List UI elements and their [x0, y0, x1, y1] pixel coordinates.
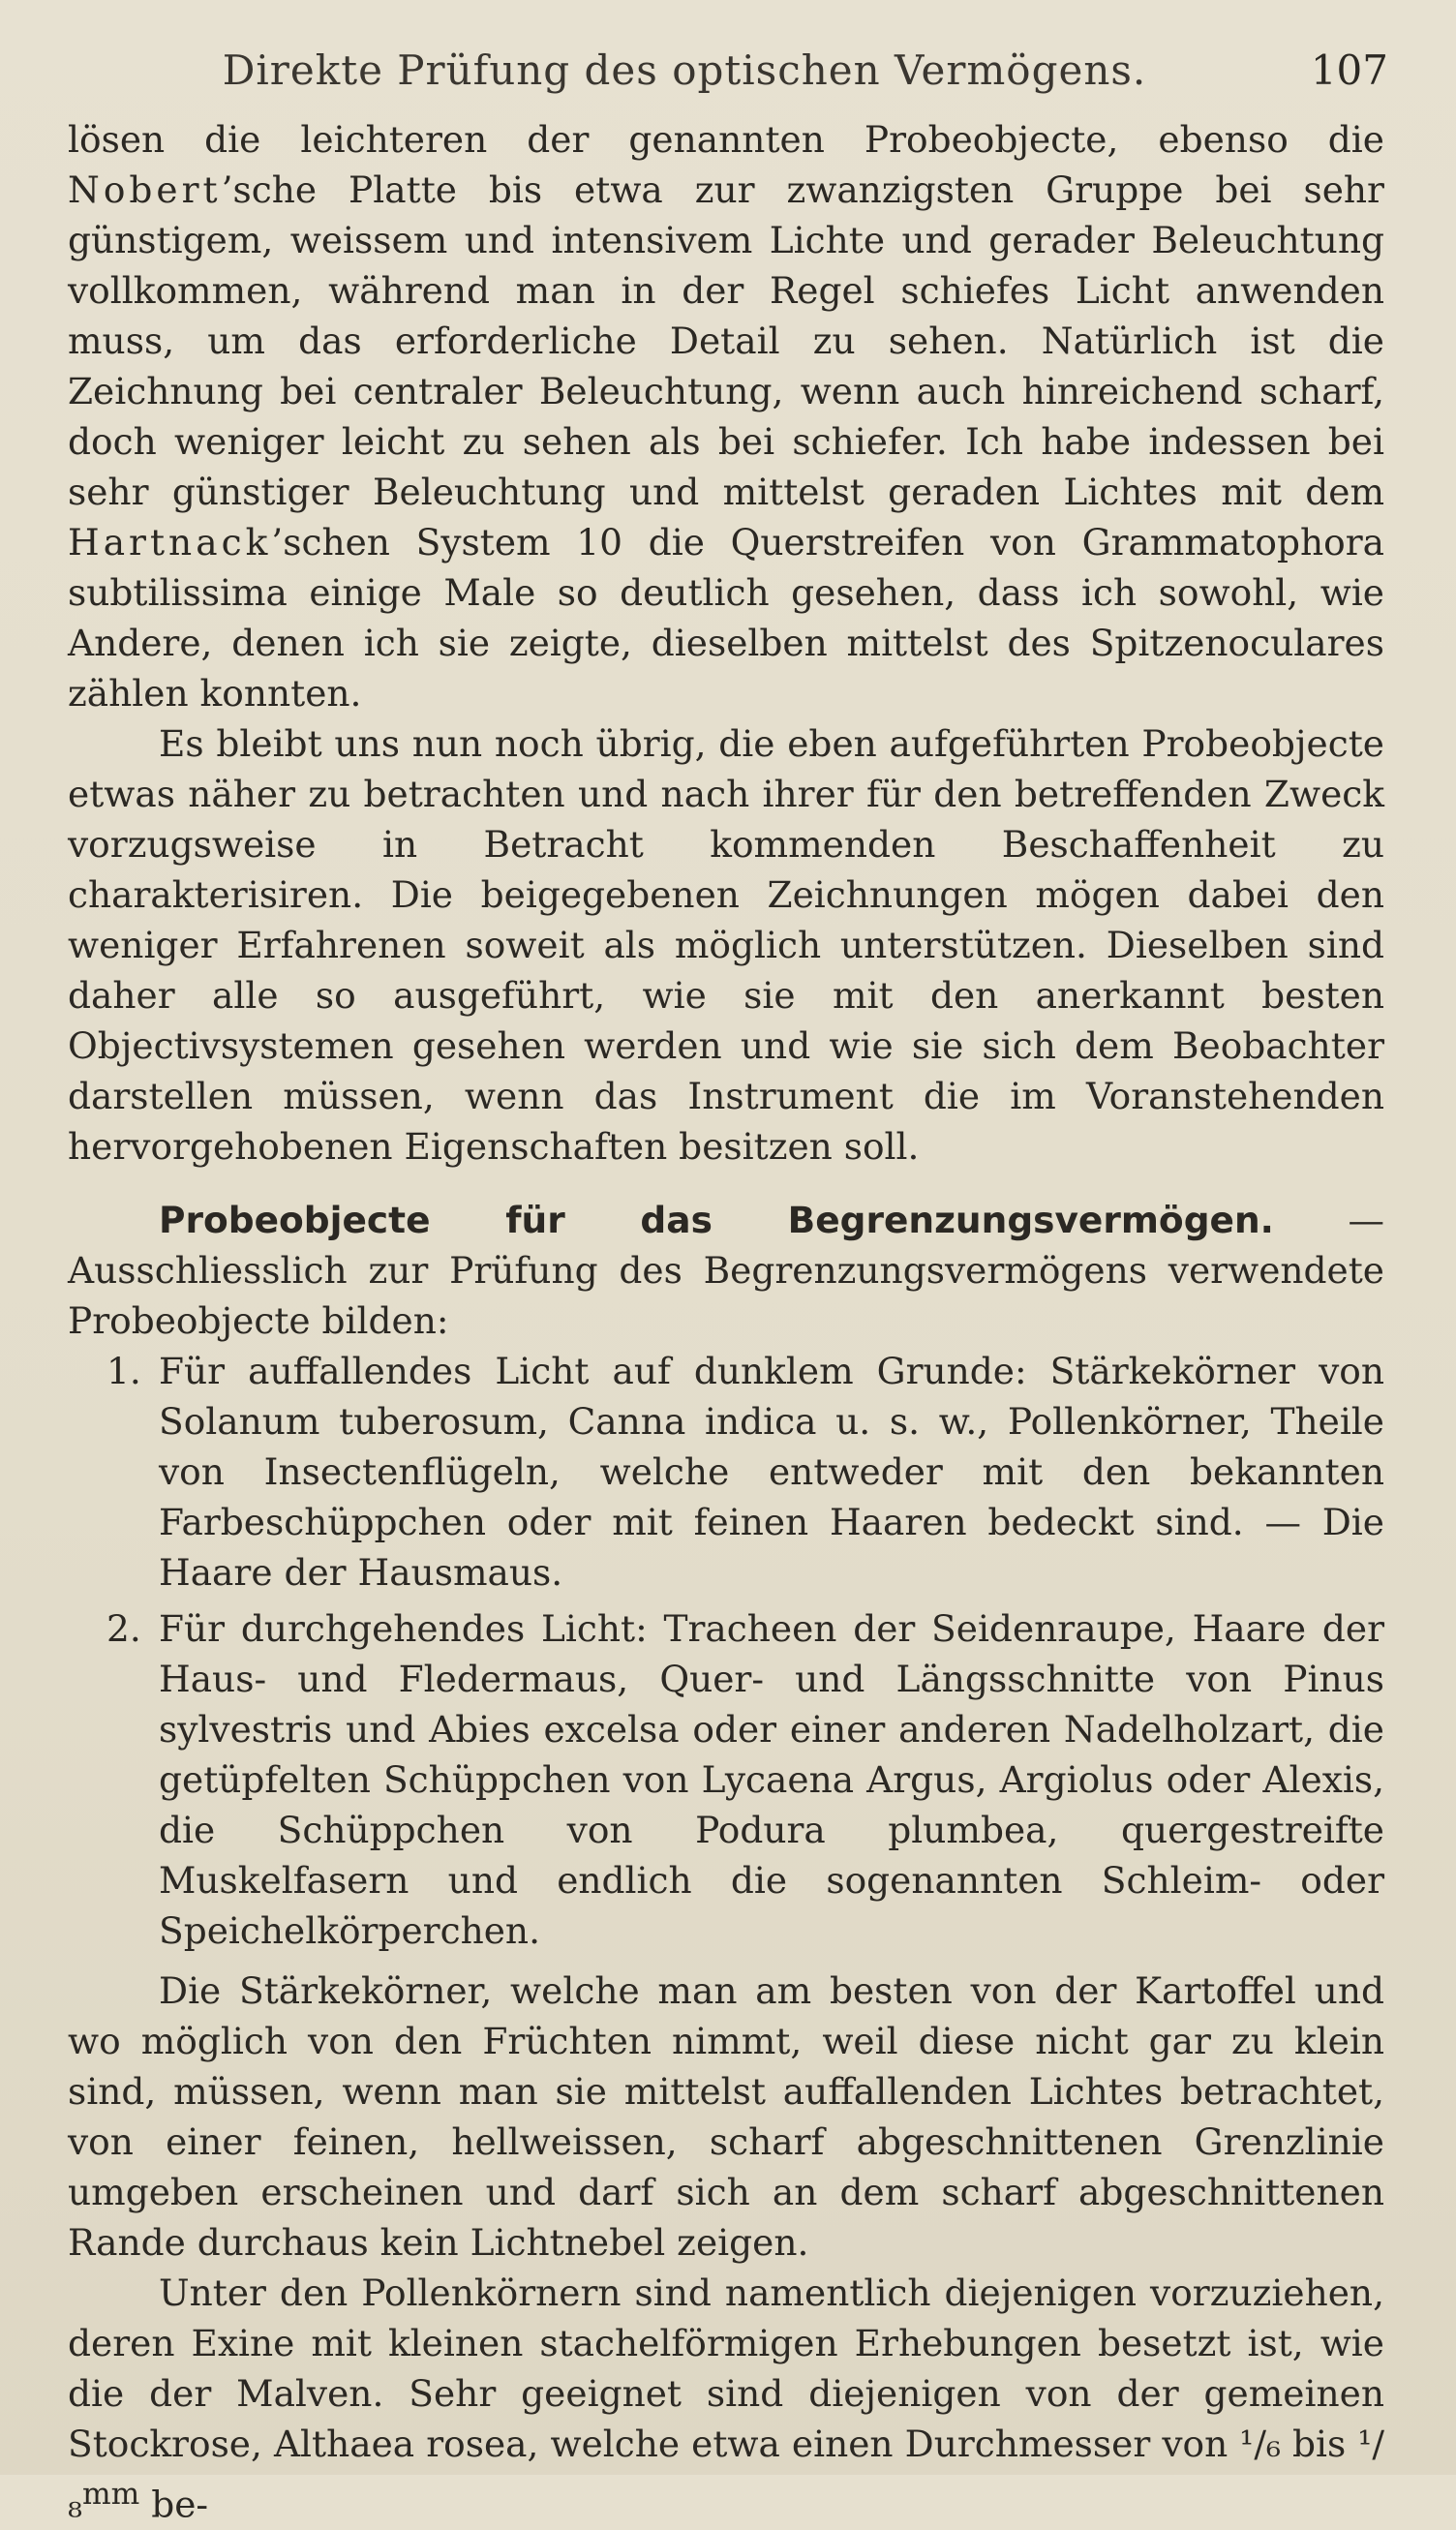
page-header [68, 39, 1388, 107]
section-intro-text: — Ausschliesslich zur Prüfung des Begrenzungsvermögens verwendete Probeobjecte bilden: [68, 1199, 1385, 1342]
paragraph-4-part-b: be- [139, 2483, 209, 2526]
paragraph-1-part-a: lösen die leichteren der genannten Probeobjecte, ebenso die [68, 118, 1384, 161]
fraction-one-sixth: ¹/₆ [1239, 2423, 1281, 2465]
paragraph-1-part-b: ’sche Platte bis etwa zur zwanzigsten Gruppe bei sehr günstigem, weissem und intensivem Lichte und gerader Beleuchtung vollkommen, während man in der Regel schiefes Licht anwenden muss, um das erforderliche Detail zu sehen. Natürlich ist die Zeichnung bei centraler Beleuchtung, wenn auch hinreichend scharf, doch weniger leicht zu sehen als bei schiefer. Ich habe indessen bei sehr günstiger Beleuchtung und mittelst geraden Lichtes mit dem [68, 168, 1384, 513]
section-intro [68, 1195, 1384, 1346]
list-item-text: Für durchgehendes Licht: Tracheen der Seidenraupe, Haare der Haus- und Fledermaus, Quer- und Längsschnitte von Pinus sylvestris und Abies excelsa oder einer anderen Nadelholzart, die getüpfelten Schüppchen von Lycaena Argus, Argiolus oder Alexis, die Schüppchen von Podura plumbea, quergestreifte Muskelfasern und endlich die sogenannten Schleim- oder Speichelkörperchen. [159, 1607, 1384, 1952]
paragraph-3: Die Stärkekörner, welche man am besten von der Kartoffel und wo möglich von den Früchten nimmt, weil diese nicht gar zu klein sind, müssen, wenn man sie mittelst auffallenden Lichtes betrachtet, von einer feinen, hellweissen, scharf abgeschnittenen Grenzlinie umgeben erscheinen und darf sich an dem scharf abgeschnittenen Rande durchaus kein Lichtnebel zeigen. [68, 1969, 1384, 2264]
paragraph-4 [68, 2268, 1384, 2530]
section-heading: Probeobjecte für das Begrenzungsvermögen. [159, 1199, 1274, 1241]
list-item-number: 1. [106, 1350, 141, 1392]
person-name-nobert: Nobert [68, 168, 222, 211]
paragraph-4-bis: bis [1280, 2423, 1358, 2465]
paragraph-2: Es bleibt uns nun noch übrig, die eben aufgeführten Probeobjecte etwas näher zu betrachten und nach ihrer für den betreffenden Zweck vorzugsweise in Betracht kommenden Beschaffenheit zu charakterisiren. Die beigegebenen Zeichnungen mögen dabei den weniger Erfahrenen soweit als möglich unterstützen. Dieselben sind daher alle so ausgeführt, wie sie mit den anerkannt besten Objectivsystemen gesehen werden und wie sie sich dem Beobachter darstellen müssen, wenn das Instrument die im Voranstehenden hervorgehobenen Eigenschaften besitzen soll. [68, 722, 1384, 1168]
body-text [68, 114, 1384, 2530]
paragraph-4-part-a: Unter den Pollenkörnern sind namentlich diejenigen vorzuziehen, deren Exine mit kleinen stachelförmigen Erhebungen besetzt ist, wie die der Malven. Sehr geeignet sind diejenigen von der gemeinen Stockrose, Althaea rosea, welche etwa einen Durchmesser von [68, 2271, 1384, 2465]
running-head: Direkte Prüfung des optischen Vermögens. [222, 46, 1147, 94]
person-name-hartnack: Hartnack [68, 521, 272, 564]
fraction-one-eighth: ¹/₈ [68, 2423, 1384, 2526]
paragraph-1 [68, 114, 1384, 718]
list-item [68, 1603, 1384, 1956]
paragraph-1-part-c: ’schen System 10 die Querstreifen von Grammatophora subtilissima einige Male so deutlich gesehen, dass ich sowohl, wie Andere, denen ich sie zeigte, dieselben mittelst des Spitzenoculares zählen konnten. [68, 521, 1384, 715]
list-item-number: 2. [106, 1607, 141, 1650]
page-number: 107 [1310, 46, 1388, 94]
probe-object-list [68, 1346, 1384, 1956]
list-item [68, 1346, 1384, 1598]
unit-mm: mm [82, 2477, 140, 2512]
list-item-text: Für auffallendes Licht auf dunklem Grunde: Stärkekörner von Solanum tuberosum, Canna indica u. s. w., Pollenkörner, Theile von Insectenflügeln, welche entweder mit den bekannten Farbeschüppchen oder mit feinen Haaren bedeckt sind. — Die Haare der Hausmaus. [159, 1350, 1384, 1594]
